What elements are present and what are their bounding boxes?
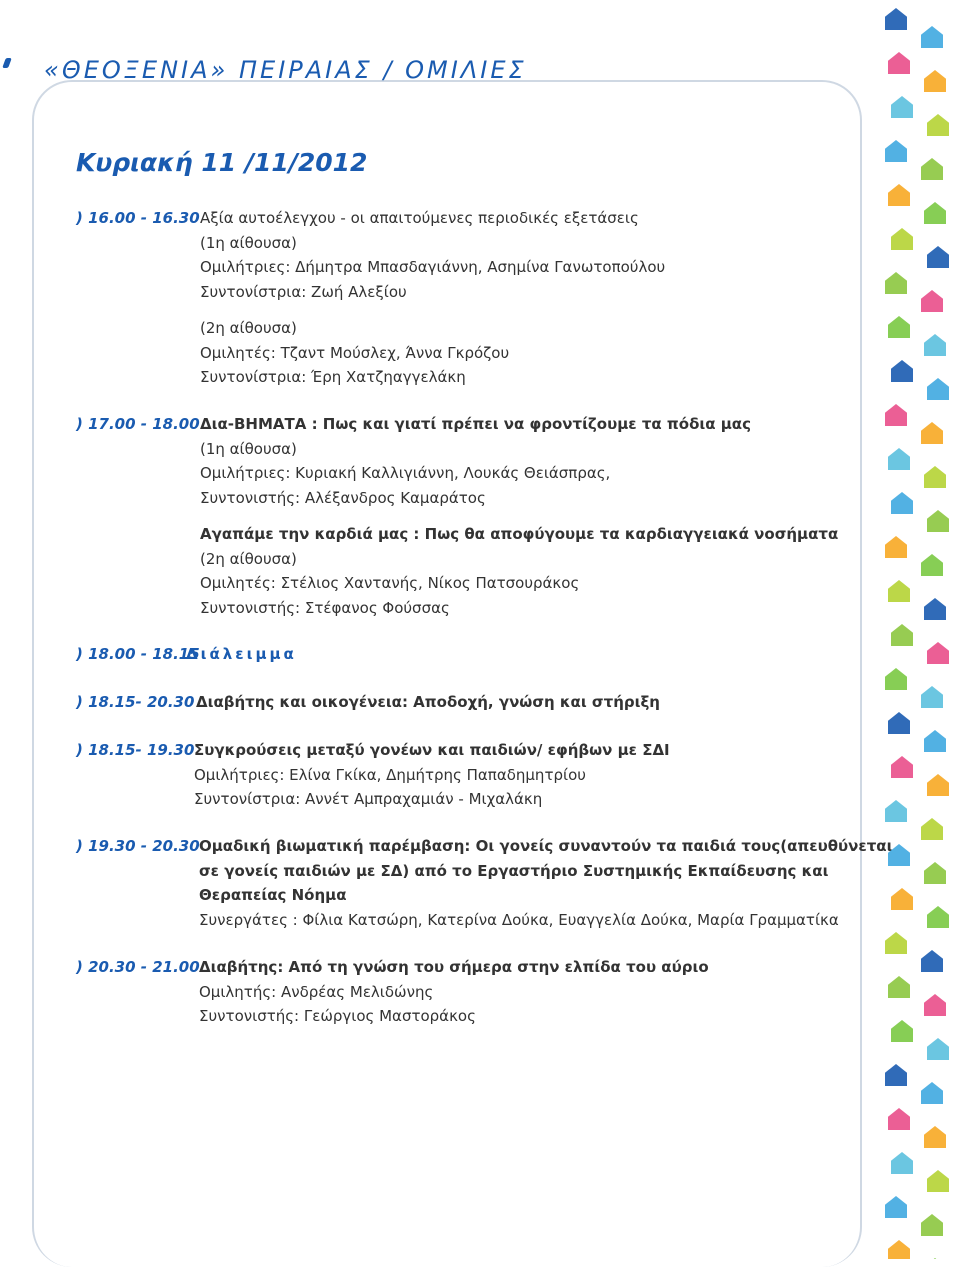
decorative-tile (888, 1108, 910, 1130)
session-title-line: Ομαδική βιωματική παρέμβαση: Οι γονείς συναντούν τα παιδιά τους(απευθύνεται (199, 837, 893, 855)
session-2 (76, 412, 838, 620)
session-time: ) 18.15- 19.30 (76, 741, 195, 759)
room-label: (1η αίθουσα) (200, 439, 297, 458)
decorative-tile (888, 52, 910, 74)
break-label: Διάλειμμα (186, 645, 297, 663)
session-title: Συγκρούσεις μεταξύ γονέων και παιδιών/ εφήβων με ΣΔΙ (194, 741, 670, 759)
date-heading: Κυριακή 11 /11/2012 (76, 148, 368, 177)
decorative-tile (891, 756, 913, 778)
session-title-line: Θεραπείας Νόημα (199, 886, 347, 904)
decorative-tile (891, 1020, 913, 1042)
decorative-tile (885, 8, 907, 30)
decorative-tile (891, 228, 913, 250)
collaborators: Συνεργάτες : Φίλια Κατσώρη, Κατερίνα Δούκα, Ευαγγελία Δούκα, Μαρία Γραμματίκα (199, 910, 839, 929)
decorative-tile (927, 1170, 949, 1192)
room-label: (2η αίθουσα) (200, 319, 297, 337)
decorative-tile (885, 1196, 907, 1218)
decorative-tile (924, 862, 946, 884)
session-time: ) 17.00 - 18.00 (76, 415, 200, 433)
speakers: Ομιλητές: Στέλιος Χαντανής, Νίκος Πατσουράκος (200, 574, 580, 592)
decorative-tile (885, 668, 907, 690)
decorative-tile (921, 686, 943, 708)
decorative-tile (888, 184, 910, 206)
decorative-pattern (878, 0, 960, 1259)
decorative-tile (921, 158, 943, 180)
bullet-mark (2, 58, 12, 68)
session-time: ) 19.30 - 20.30 (76, 837, 200, 855)
coordinator: Συντονιστής: Στέφανος Φούσσας (200, 598, 450, 617)
session-time: ) 20.30 - 21.00 (76, 958, 200, 976)
decorative-tile (921, 554, 943, 576)
speakers: Ομιλήτριες: Δήμητρα Μπασδαγιάννη, Ασημίνα Γανωτοπούλου (200, 258, 666, 276)
coordinator: Συντονιστής: Αλέξανδρος Καμαράτος (200, 488, 486, 507)
session-time: ) 18.00 - 18.15 (76, 645, 200, 663)
speakers: Ομιλήτριες: Ελίνα Γκίκα, Δημήτρης Παπαδημητρίου (194, 765, 586, 784)
decorative-tile (885, 1064, 907, 1086)
decorative-tile (885, 932, 907, 954)
decorative-tile (885, 800, 907, 822)
decorative-tile (888, 976, 910, 998)
decorative-tile (891, 1152, 913, 1174)
session-7 (76, 955, 709, 1029)
decorative-tile (921, 1214, 943, 1236)
decorative-tile (927, 774, 949, 796)
session-title: Διαβήτης: Από τη γνώση του σήμερα στην ελπίδα του αύριο (199, 958, 709, 976)
decorative-tile (921, 818, 943, 840)
decorative-tile (885, 536, 907, 558)
session-title: Αξία αυτοέλεγχου - οι απαιτούμενες περιοδικές εξετάσεις (200, 209, 639, 227)
room-label: (1η αίθουσα) (200, 233, 297, 252)
decorative-tile (927, 114, 949, 136)
decorative-tile (885, 272, 907, 294)
decorative-tile (885, 140, 907, 162)
decorative-tile (927, 906, 949, 928)
session-title-line: σε γονείς παιδιών με ΣΔ) από το Εργαστήριο Συστημικής Εκπαίδευσης και (199, 861, 829, 880)
decorative-tile (888, 316, 910, 338)
session-title: Διαβήτης και οικογένεια: Αποδοχή, γνώση και στήριξη (196, 693, 660, 711)
decorative-tile (921, 1082, 943, 1104)
decorative-tile (927, 642, 949, 664)
decorative-tile (921, 290, 943, 312)
decorative-tile (924, 334, 946, 356)
session-time: ) 18.15- 20.30 (76, 693, 195, 711)
decorative-tile (891, 360, 913, 382)
decorative-tile (921, 950, 943, 972)
decorative-tile (927, 1038, 949, 1060)
decorative-tile (924, 994, 946, 1016)
decorative-tile (927, 510, 949, 532)
decorative-tile (888, 580, 910, 602)
session-1 (76, 206, 665, 390)
decorative-tile (885, 404, 907, 426)
coordinator: Συντονίστρια: Έρη Χατζηαγγελάκη (200, 368, 466, 386)
decorative-tile (924, 1126, 946, 1148)
decorative-tile (924, 598, 946, 620)
decorative-tile (888, 844, 910, 866)
coordinator: Συντονιστής: Γεώργιος Μαστοράκος (199, 1007, 476, 1025)
coordinator: Συντονίστρια: Ζωή Αλεξίου (200, 282, 407, 301)
session-time: ) 16.00 - 16.30 (76, 209, 200, 227)
room-label: (2η αίθουσα) (200, 549, 297, 568)
speakers: Ομιλήτριες: Κυριακή Καλλιγιάννη, Λουκάς Θειάσπρας, (200, 464, 611, 482)
decorative-tile (924, 730, 946, 752)
decorative-tile (921, 422, 943, 444)
decorative-tile (891, 888, 913, 910)
speakers: Ομιλητές: Τζαντ Μούσλεχ, Άννα Γκρόζου (200, 343, 510, 362)
coordinator: Συντονίστρια: Αννέτ Αμπραχαμιάν - Μιχαλάκη (194, 790, 543, 808)
decorative-tile (924, 466, 946, 488)
decorative-tile (924, 202, 946, 224)
decorative-tile (921, 26, 943, 48)
decorative-tile (927, 378, 949, 400)
session-title: Δια-ΒΗΜΑΤΑ : Πως και γιατί πρέπει να φροντίζουμε τα πόδια μας (200, 415, 752, 433)
session-title: Αγαπάμε την καρδιά μας : Πως θα αποφύγουμε τα καρδιαγγειακά νοσήματα (200, 525, 839, 543)
decorative-tile (888, 448, 910, 470)
session-5 (76, 738, 670, 812)
session-break (76, 642, 297, 667)
page-header: «ΘΕΟΞΕΝΙΑ» ΠΕΙΡΑΙΑΣ / ΟΜΙΛΙΕΣ (44, 56, 527, 84)
decorative-tile (924, 70, 946, 92)
decorative-tile (891, 96, 913, 118)
speakers: Ομιλητής: Ανδρέας Μελιδώνης (199, 982, 434, 1001)
session-4 (76, 690, 660, 715)
decorative-tile (891, 492, 913, 514)
decorative-tile (888, 712, 910, 734)
session-6 (76, 834, 892, 932)
decorative-tile (888, 1240, 910, 1259)
decorative-tile (927, 246, 949, 268)
decorative-tile (891, 624, 913, 646)
